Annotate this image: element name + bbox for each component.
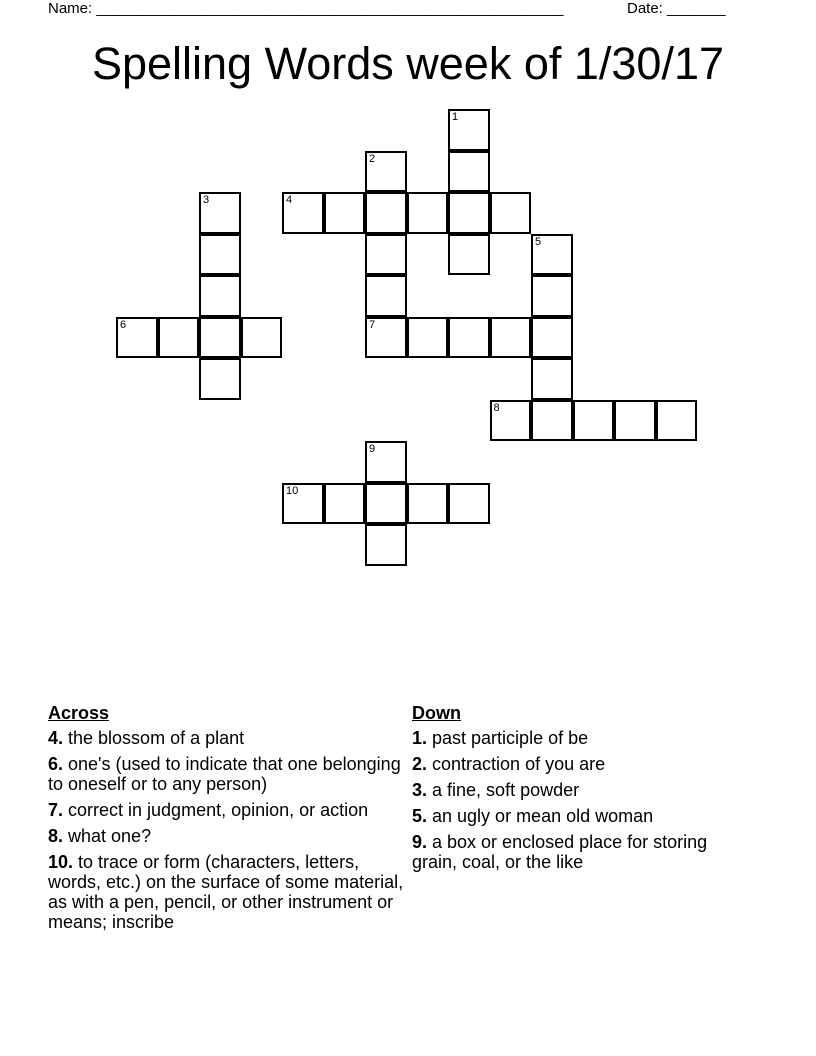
crossword-cell[interactable] <box>116 317 158 359</box>
clue-across-6: 6. one's (used to indicate that one belonging to oneself or to any person) <box>48 754 401 794</box>
crossword-cell[interactable] <box>490 317 532 359</box>
clue-across-10: 10. to trace or form (characters, letters, words, etc.) on the surface of some material, as with a pen, pencil, or other instrument or means; inscribe <box>48 852 404 932</box>
down-clues <box>412 702 712 878</box>
clue-number: 3 <box>203 194 210 206</box>
crossword-cell[interactable] <box>407 192 449 234</box>
crossword-cell[interactable] <box>365 151 407 193</box>
crossword-cell[interactable] <box>365 192 407 234</box>
clue-number: 2 <box>369 152 376 165</box>
crossword-cell[interactable] <box>365 524 407 566</box>
crossword-cell[interactable] <box>448 234 490 276</box>
crossword-cell[interactable] <box>531 275 573 317</box>
crossword-cell[interactable] <box>656 400 698 442</box>
crossword-cell[interactable] <box>448 483 490 525</box>
date-field-label: Date: _______ <box>627 0 726 17</box>
crossword-cell[interactable] <box>448 192 490 234</box>
clue-number: 1 <box>452 111 459 123</box>
crossword-cell[interactable] <box>531 234 573 276</box>
crossword-cell[interactable] <box>199 192 241 234</box>
crossword-cell[interactable] <box>365 483 407 525</box>
crossword-cell[interactable] <box>531 400 573 442</box>
crossword-cell[interactable] <box>365 441 407 483</box>
crossword-cell[interactable] <box>490 192 532 234</box>
crossword-cell[interactable] <box>407 483 449 525</box>
crossword-cell[interactable] <box>448 151 490 193</box>
clue-number: 9 <box>369 443 376 455</box>
clue-down-2: 2. contraction of you are <box>412 754 606 774</box>
crossword-cell[interactable] <box>365 317 407 359</box>
clue-number: 4 <box>286 194 293 206</box>
crossword-cell[interactable] <box>365 234 407 276</box>
clue-down-3: 3. a fine, soft powder <box>412 780 580 800</box>
clue-across-4: 4. the blossom of a plant <box>48 728 245 748</box>
clue-across-7: 7. correct in judgment, opinion, or action <box>48 800 369 820</box>
crossword-cell[interactable] <box>199 275 241 317</box>
crossword-cell[interactable] <box>199 358 241 400</box>
crossword-cell[interactable] <box>573 400 615 442</box>
clue-down-9: 9. a box or enclosed place for storing grain, coal, or the like <box>412 832 708 872</box>
crossword-cell[interactable] <box>324 192 366 234</box>
across-clues <box>48 702 408 938</box>
crossword-cell[interactable] <box>199 234 241 276</box>
clue-down-5: 5. an ugly or mean old woman <box>412 806 654 826</box>
crossword-cell[interactable] <box>282 192 324 234</box>
clue-down-1: 1. past participle of be <box>412 728 589 748</box>
crossword-cell[interactable] <box>282 483 324 525</box>
crossword-cell[interactable] <box>241 317 283 359</box>
clue-across-8: 8. what one? <box>48 826 152 846</box>
crossword-cell[interactable] <box>158 317 200 359</box>
crossword-cell[interactable] <box>365 275 407 317</box>
page-title: Spelling Words week of 1/30/17 <box>91 38 725 89</box>
clue-number: 6 <box>120 318 127 331</box>
across-heading: Across <box>48 703 110 723</box>
clue-number: 5 <box>535 235 542 248</box>
crossword-cell[interactable] <box>531 317 573 359</box>
clue-number: 8 <box>493 401 500 414</box>
crossword-cell[interactable] <box>448 317 490 359</box>
name-field-label: Name: ________________________________________________________ <box>48 0 564 17</box>
crossword-cell[interactable] <box>614 400 656 442</box>
clue-number: 7 <box>369 318 376 331</box>
clue-number: 10 <box>286 484 299 497</box>
down-heading: Down <box>412 703 461 723</box>
crossword-cell[interactable] <box>531 358 573 400</box>
crossword-cell[interactable] <box>407 317 449 359</box>
crossword-cell[interactable] <box>448 109 490 151</box>
crossword-cell[interactable] <box>199 317 241 359</box>
crossword-cell[interactable] <box>324 483 366 525</box>
crossword-cell[interactable] <box>490 400 532 442</box>
